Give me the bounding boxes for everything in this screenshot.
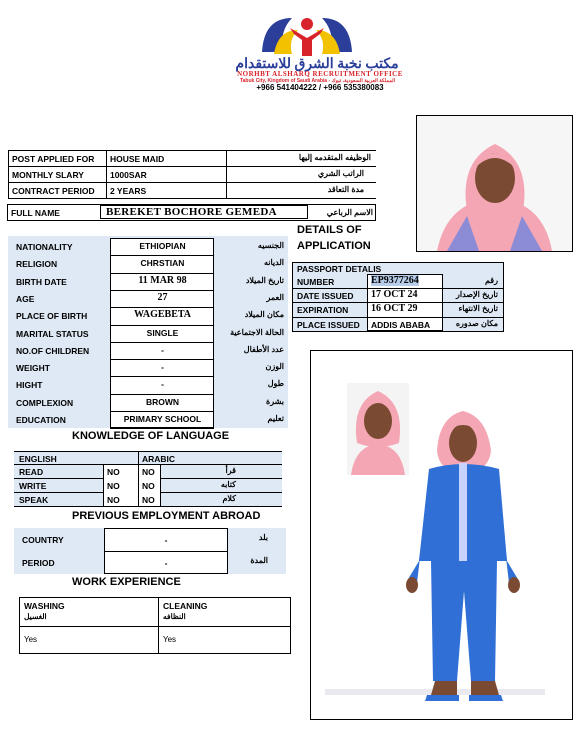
- personal-label-ar: الديانه: [263, 258, 284, 268]
- details-of-application-title: DETAILS OF APPLICATION: [297, 224, 371, 252]
- passport-label-ar: رقم: [484, 276, 498, 285]
- language-row-label-ar: كتابه: [220, 480, 236, 489]
- office-arabic-name: مكتب نخبة الشرق للاستقدام: [235, 57, 399, 72]
- passport-value: 17 OCT 24: [371, 289, 418, 301]
- job-label-ar: الراتب الشري: [317, 169, 364, 178]
- passport-value: 16 OCT 29: [371, 303, 418, 315]
- employment-label-ar: بلد: [258, 533, 268, 542]
- personal-label: COMPLEXION: [16, 397, 74, 408]
- language-english-value: NO: [107, 495, 120, 505]
- personal-label: RELIGION: [16, 259, 58, 270]
- language-row-label: READ: [19, 467, 44, 477]
- personal-label: NATIONALITY: [16, 242, 73, 252]
- personal-value: 27: [157, 291, 168, 303]
- personal-label: NO.OF CHILDREN: [16, 345, 90, 356]
- passport-value: EP9377264: [371, 275, 419, 286]
- personal-value: BROWN: [145, 396, 180, 407]
- personal-label-ar: الحالة الاجتماعية: [230, 327, 284, 337]
- personal-label-ar: تعليم: [267, 414, 284, 423]
- language-english-value: NO: [107, 467, 120, 477]
- personal-label: EDUCATION: [16, 415, 66, 425]
- language-row-label: SPEAK: [19, 495, 49, 505]
- employment-label-ar: المدة: [250, 556, 268, 565]
- language-row-label-ar: كلام: [222, 494, 236, 503]
- work-col-cleaning: CLEANING: [163, 601, 208, 611]
- personal-label: MARITAL STATUS: [16, 328, 89, 339]
- language-arabic-value: NO: [142, 495, 155, 505]
- passport-label: NUMBER: [297, 277, 335, 287]
- language-col-arabic: ARABIC: [142, 454, 176, 464]
- personal-label-ar: العمر: [266, 292, 284, 302]
- personal-label-ar: الوزن: [265, 362, 284, 372]
- language-col-english: ENGLISH: [19, 454, 57, 464]
- personal-value: 11 MAR 98: [138, 274, 187, 286]
- passport-title: PASSPORT DETALIS: [297, 264, 382, 274]
- personal-label: WEIGHT: [16, 363, 50, 374]
- personal-label-ar: مكان الميلاد: [244, 310, 284, 320]
- personal-label-ar: تاريخ الميلاد: [245, 275, 284, 285]
- office-address: Tabuk City, Kingdom of Saudi Arabia - المملكة العربية السعودية، تبوك: [239, 78, 396, 84]
- personal-value: WAGEBETA: [133, 309, 192, 321]
- job-label: POST APPLIED FOR: [9, 151, 107, 167]
- personal-label: BIRTH DATE: [16, 276, 67, 287]
- job-label-ar: مدة التعاقد: [327, 185, 364, 194]
- full-name-label-ar: الاسم الرباعي: [326, 208, 373, 217]
- passport-label: EXPIRATION: [297, 305, 349, 316]
- personal-value: -: [161, 379, 164, 390]
- passport-label-ar: تاريخ الانتهاء: [458, 304, 498, 314]
- passport-label-ar: تاريخ الإصدار: [455, 290, 498, 300]
- work-col-washing-ar: الغسيل: [24, 612, 47, 621]
- personal-label-ar: طول: [267, 379, 284, 389]
- full-name-label: FULL NAME: [11, 208, 60, 218]
- employment-value: -: [164, 535, 168, 545]
- personal-label-ar: الجنسيه: [257, 241, 284, 250]
- personal-value: PRIMARY SCHOOL: [123, 414, 202, 424]
- full-name-value: BEREKET BOCHORE GEMEDA: [106, 206, 277, 218]
- employment-label: PERIOD: [22, 558, 55, 568]
- work-cleaning-value: Yes: [163, 635, 177, 644]
- employment-title: PREVIOUS EMPLOYMENT ABROAD: [72, 510, 261, 522]
- personal-value: -: [161, 344, 164, 355]
- applicant-photo-full: [310, 350, 573, 720]
- employment-value: -: [164, 558, 168, 568]
- personal-value: ETHIOPIAN: [139, 241, 186, 251]
- language-english-value: NO: [107, 481, 120, 491]
- personal-value: -: [161, 362, 164, 373]
- personal-value: SINGLE: [146, 327, 179, 338]
- language-arabic-value: NO: [142, 481, 155, 491]
- employment-label: COUNTRY: [22, 535, 64, 545]
- work-experience-title: WORK EXPERIENCE: [72, 576, 181, 588]
- job-label-ar: الوظيفه المتقدمه إليها: [298, 153, 371, 162]
- office-phones: +966 541404222 / +966 535380083: [256, 83, 384, 92]
- personal-label-ar: عدد الأطفال: [243, 344, 284, 354]
- work-washing-value: Yes: [24, 635, 38, 644]
- personal-value: CHRSTIAN: [140, 258, 185, 269]
- personal-label: PLACE OF BIRTH: [16, 311, 88, 322]
- language-title: KNOWLEDGE OF LANGUAGE: [72, 430, 230, 442]
- work-col-washing: WASHING: [24, 601, 65, 611]
- personal-label-ar: بشرة: [266, 396, 284, 406]
- job-value: 2 YEARS: [106, 183, 226, 199]
- language-row-label-ar: قرأ: [225, 466, 236, 475]
- passport-label-ar: مكان صدوره: [455, 318, 498, 328]
- work-col-cleaning-ar: النظافه: [163, 612, 186, 621]
- passport-label: DATE ISSUED: [297, 291, 354, 302]
- table-row: [9, 183, 377, 199]
- job-value: 1000SAR: [106, 167, 226, 183]
- language-row-label: WRITE: [19, 481, 47, 491]
- job-label: MONTHLY SLARY: [9, 167, 107, 183]
- applicant-photo-small: [416, 115, 573, 252]
- job-label: CONTRACT PERIOD: [9, 183, 107, 199]
- passport-value: ADDIS ABABA: [371, 319, 431, 330]
- language-arabic-value: NO: [142, 467, 155, 477]
- personal-label: HIGHT: [16, 380, 43, 391]
- personal-label: AGE: [16, 293, 35, 304]
- job-value: HOUSE MAID: [106, 151, 226, 167]
- passport-label: PLACE ISSUED: [297, 319, 360, 330]
- office-english-name: NORHBT ALSHARQ RECRUITMENT OFFICE: [237, 70, 403, 78]
